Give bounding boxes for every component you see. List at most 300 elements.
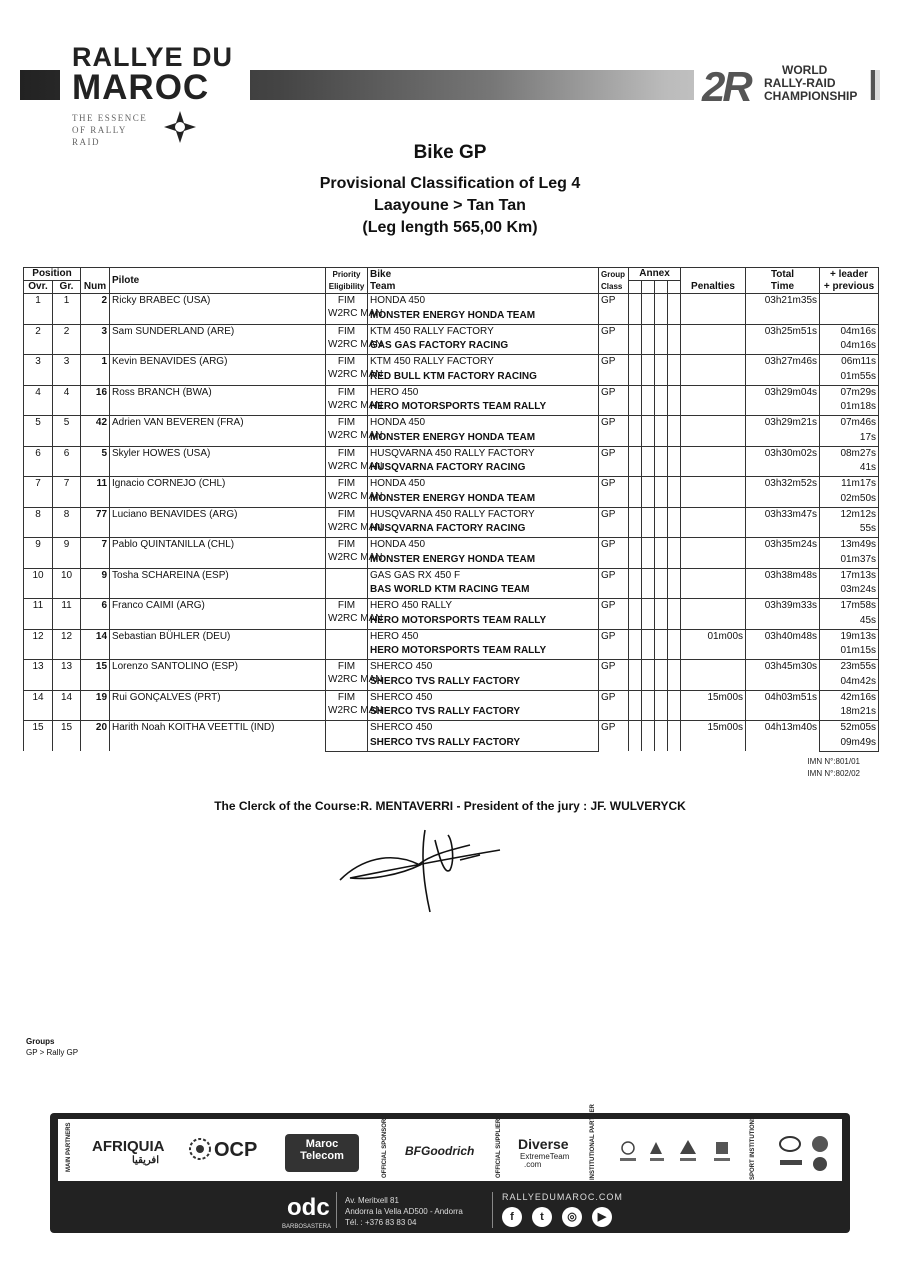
group-class: GP: [599, 660, 629, 691]
gap-to-leader: 07m46s: [820, 416, 879, 431]
pilot-name: Pablo QUINTANILLA (CHL): [110, 538, 326, 569]
gap-to-previous: 01m55s: [820, 369, 879, 385]
header-annex-3: [655, 281, 668, 294]
eligibility-w2rc: W2RC MAN: [326, 369, 368, 385]
header-penalties: Penalties: [681, 268, 746, 294]
eligibility-fim: FIM: [326, 416, 368, 431]
annex-cell-4: [668, 538, 681, 569]
annex-cell-1: [629, 416, 642, 447]
annex-cell-2: [642, 416, 655, 447]
annex-cell-3: [655, 355, 668, 386]
penalty-time: 01m00s: [681, 629, 746, 660]
overall-position: 6: [24, 446, 53, 477]
category-title: Bike GP: [413, 142, 487, 163]
race-number: 7: [81, 538, 110, 569]
penalty-time: [681, 660, 746, 691]
eligibility-w2rc: W2RC MAN: [326, 705, 368, 721]
gap-to-leader: [820, 294, 879, 309]
eligibility-fim: FIM: [326, 507, 368, 522]
overall-position: 9: [24, 538, 53, 569]
clerk-of-course: The Clerck of the Course:R. MENTAVERRI - President of the jury : JF. WULVERYCK: [214, 799, 686, 813]
gap-to-leader: 42m16s: [820, 690, 879, 705]
header-bike: Bike: [370, 268, 392, 280]
wrrc-line3: CHAMPIONSHIP: [764, 89, 858, 103]
group-class: GP: [599, 416, 629, 447]
website-link[interactable]: RALLYEDUMAROC.COM: [502, 1192, 623, 1202]
eligibility-w2rc: [326, 644, 368, 660]
group-position: 10: [53, 568, 81, 599]
group-class: GP: [599, 538, 629, 569]
total-time: 03h38m48s: [746, 568, 820, 599]
bike-model: KTM 450 RALLY FACTORY: [368, 324, 599, 339]
annex-cell-3: [655, 324, 668, 355]
group-class: GP: [599, 568, 629, 599]
total-time: 03h29m21s: [746, 416, 820, 447]
table-row: [24, 507, 879, 522]
overall-position: 14: [24, 690, 53, 721]
gap-to-previous: 17s: [820, 430, 879, 446]
gap-to-previous: 04m42s: [820, 674, 879, 690]
annex-cell-1: [629, 721, 642, 752]
bike-model: HONDA 450: [368, 477, 599, 492]
gap-to-leader: 17m13s: [820, 568, 879, 583]
group-position: 4: [53, 385, 81, 416]
total-time: 03h40m48s: [746, 629, 820, 660]
header-annex-2: [642, 281, 655, 294]
annex-cell-1: [629, 477, 642, 508]
eligibility-fim: FIM: [326, 324, 368, 339]
penalty-time: [681, 446, 746, 477]
annex-cell-4: [668, 355, 681, 386]
annex-cell-3: [655, 416, 668, 447]
maroc-telecom-logo: [285, 1134, 359, 1172]
team-name: SHERCO TVS RALLY FACTORY: [368, 705, 599, 721]
penalty-time: [681, 385, 746, 416]
race-number: 15: [81, 660, 110, 691]
group-position: 13: [53, 660, 81, 691]
bike-model: HERO 450 RALLY: [368, 599, 599, 614]
eligibility-fim: FIM: [326, 385, 368, 400]
annex-cell-1: [629, 690, 642, 721]
table-row: [24, 324, 879, 339]
youtube-icon[interactable]: ▶: [592, 1207, 612, 1227]
annex-cell-2: [642, 294, 655, 325]
gap-to-previous: 01m37s: [820, 552, 879, 568]
team-name: MONSTER ENERGY HONDA TEAM: [368, 552, 599, 568]
team-name: MONSTER ENERGY HONDA TEAM: [368, 308, 599, 324]
header-pilote: Pilote: [110, 268, 326, 294]
table-row: [24, 568, 879, 583]
annex-cell-4: [668, 294, 681, 325]
annex-cell-1: [629, 660, 642, 691]
header-total-time: [746, 268, 820, 294]
official-sponsor-label: OFFICIAL SPONSOR: [382, 1118, 388, 1178]
eligibility-fim: [326, 629, 368, 644]
pilot-name: Tosha SCHAREINA (ESP): [110, 568, 326, 599]
team-name: MONSTER ENERGY HONDA TEAM: [368, 491, 599, 507]
group-position: 15: [53, 721, 81, 752]
gap-to-leader: 04m16s: [820, 324, 879, 339]
annex-cell-4: [668, 324, 681, 355]
team-name: HERO MOTORSPORTS TEAM RALLY: [368, 400, 599, 416]
annex-cell-1: [629, 385, 642, 416]
annex-cell-4: [668, 446, 681, 477]
wrrc-logo-mark: 2R: [702, 63, 750, 110]
total-time: 03h45m30s: [746, 660, 820, 691]
penalty-time: [681, 599, 746, 630]
wrrc-line1: WORLD: [782, 63, 828, 77]
eligibility-fim: FIM: [326, 446, 368, 461]
group-class: GP: [599, 294, 629, 325]
gap-to-previous: 01m18s: [820, 400, 879, 416]
group-class: GP: [599, 324, 629, 355]
group-position: 6: [53, 446, 81, 477]
overall-position: 10: [24, 568, 53, 599]
bike-model: GAS GAS RX 450 F: [368, 568, 599, 583]
table-row: [24, 721, 879, 736]
group-class: GP: [599, 629, 629, 660]
annex-cell-1: [629, 629, 642, 660]
header-time: Time: [770, 280, 795, 292]
wrrc-bar: [871, 70, 875, 100]
leg-length: (Leg length 565,00 Km): [362, 219, 538, 236]
annex-cell-4: [668, 629, 681, 660]
diverse-logo-line2: ExtremeTeam: [520, 1152, 570, 1161]
annex-cell-2: [642, 355, 655, 386]
race-number: 9: [81, 568, 110, 599]
total-time: 03h33m47s: [746, 507, 820, 538]
odc-logo: odc: [287, 1194, 330, 1221]
total-time: 03h25m51s: [746, 324, 820, 355]
afriquia-logo-ar: افريقيا: [132, 1155, 159, 1166]
bike-model: HONDA 450: [368, 294, 599, 309]
logo-line2: MAROC: [72, 68, 210, 107]
eligibility-w2rc: W2RC MAN: [326, 339, 368, 355]
header-priority: Priority: [332, 269, 361, 279]
annex-cell-3: [655, 507, 668, 538]
header-num: Num: [81, 268, 110, 294]
annex-cell-3: [655, 477, 668, 508]
annex-cell-4: [668, 568, 681, 599]
classification-title: Provisional Classification of Leg 4: [319, 175, 581, 192]
facebook-icon[interactable]: f: [502, 1207, 522, 1227]
maroc-telecom-line2: Telecom: [300, 1150, 344, 1162]
eligibility-fim: [326, 721, 368, 736]
diverse-logo-line3: .com: [524, 1160, 542, 1169]
groups-heading: Groups: [26, 1037, 55, 1046]
eligibility-w2rc: [326, 735, 368, 751]
header-group-class: [599, 268, 629, 294]
annex-cell-2: [642, 324, 655, 355]
total-time: 03h32m52s: [746, 477, 820, 508]
race-number: 5: [81, 446, 110, 477]
annex-cell-4: [668, 477, 681, 508]
total-time: 03h39m33s: [746, 599, 820, 630]
annex-cell-3: [655, 385, 668, 416]
gap-to-leader: 11m17s: [820, 477, 879, 492]
team-name: GAS GAS FACTORY RACING: [368, 339, 599, 355]
total-time: 04h03m51s: [746, 690, 820, 721]
eligibility-w2rc: W2RC MAN: [326, 522, 368, 538]
team-name: SHERCO TVS RALLY FACTORY: [368, 674, 599, 690]
annex-cell-1: [629, 538, 642, 569]
race-number: 1: [81, 355, 110, 386]
classification-rows: [24, 294, 879, 752]
annex-cell-1: [629, 355, 642, 386]
penalty-time: [681, 416, 746, 447]
instagram-icon[interactable]: ◎: [562, 1207, 582, 1227]
annex-cell-2: [642, 477, 655, 508]
group-class: GP: [599, 446, 629, 477]
footer-divider-1: [336, 1192, 337, 1228]
header-total: Total: [770, 268, 795, 280]
total-time: 03h27m46s: [746, 355, 820, 386]
annex-cell-1: [629, 568, 642, 599]
logo-tagline: THE ESSENCE OF RALLY RAID: [72, 113, 148, 147]
gap-to-previous: 55s: [820, 522, 879, 538]
annex-cell-4: [668, 690, 681, 721]
table-row: [24, 538, 879, 553]
annex-cell-2: [642, 629, 655, 660]
overall-position: 15: [24, 721, 53, 752]
eligibility-fim: FIM: [326, 477, 368, 492]
gap-to-previous: 03m24s: [820, 583, 879, 599]
groups-value: GP > Rally GP: [26, 1048, 79, 1057]
pilot-name: Ignacio CORNEJO (CHL): [110, 477, 326, 508]
group-position: 1: [53, 294, 81, 325]
sport-institutions-label: SPORT INSTITUTIONS: [750, 1115, 756, 1180]
address-line1: Av. Meritxell 81: [345, 1196, 399, 1205]
header-team: Team: [370, 280, 396, 292]
annex-cell-1: [629, 324, 642, 355]
eligibility-w2rc: W2RC MAN: [326, 613, 368, 629]
wrrc-logo-text: [764, 64, 857, 103]
annex-cell-3: [655, 538, 668, 569]
team-name: HERO MOTORSPORTS TEAM RALLY: [368, 644, 599, 660]
annex-cell-4: [668, 660, 681, 691]
gap-to-leader: 23m55s: [820, 660, 879, 675]
route-title: Laayoune > Tan Tan: [374, 197, 526, 214]
team-name: MONSTER ENERGY HONDA TEAM: [368, 430, 599, 446]
total-time: 03h35m24s: [746, 538, 820, 569]
group-position: 9: [53, 538, 81, 569]
annex-cell-2: [642, 568, 655, 599]
annex-cell-4: [668, 507, 681, 538]
header-ovr: Ovr.: [24, 281, 53, 294]
race-number: 2: [81, 294, 110, 325]
overall-position: 8: [24, 507, 53, 538]
total-time: 03h21m35s: [746, 294, 820, 325]
annex-cell-1: [629, 294, 642, 325]
eligibility-fim: FIM: [326, 599, 368, 614]
team-name: RED BULL KTM FACTORY RACING: [368, 369, 599, 385]
group-position: 8: [53, 507, 81, 538]
bike-model: SHERCO 450: [368, 660, 599, 675]
eligibility-w2rc: W2RC MAN: [326, 674, 368, 690]
eligibility-fim: FIM: [326, 660, 368, 675]
penalty-time: [681, 507, 746, 538]
annex-cell-2: [642, 446, 655, 477]
annex-cell-1: [629, 507, 642, 538]
twitter-icon[interactable]: t: [532, 1207, 552, 1227]
bike-model: HUSQVARNA 450 RALLY FACTORY: [368, 446, 599, 461]
header-previous: + previous: [823, 280, 875, 292]
total-time: 03h30m02s: [746, 446, 820, 477]
annex-cell-2: [642, 385, 655, 416]
annex-cell-2: [642, 690, 655, 721]
afriquia-logo: AFRIQUIA: [92, 1138, 165, 1155]
penalty-time: [681, 477, 746, 508]
gap-to-leader: 52m05s: [820, 721, 879, 736]
race-number: 11: [81, 477, 110, 508]
bfgoodrich-logo: BFGoodrich: [405, 1144, 475, 1158]
overall-position: 5: [24, 416, 53, 447]
bike-model: HONDA 450: [368, 416, 599, 431]
annex-cell-3: [655, 721, 668, 752]
group-position: 3: [53, 355, 81, 386]
eligibility-fim: [326, 568, 368, 583]
header-class: Class: [601, 281, 623, 291]
eligibility-fim: FIM: [326, 355, 368, 370]
table-row: [24, 355, 879, 370]
penalty-time: [681, 324, 746, 355]
pilot-name: Ross BRANCH (BWA): [110, 385, 326, 416]
eligibility-w2rc: W2RC MAN: [326, 400, 368, 416]
table-row: [24, 690, 879, 705]
header-gaps: [820, 268, 879, 294]
gap-to-leader: 07m29s: [820, 385, 879, 400]
group-position: 11: [53, 599, 81, 630]
pilot-name: Lorenzo SANTOLINO (ESP): [110, 660, 326, 691]
footer-divider-2: [492, 1192, 493, 1228]
imn-note-1: IMN N°:801/01: [807, 757, 860, 766]
gap-to-previous: 01m15s: [820, 644, 879, 660]
pilot-name: Franco CAIMI (ARG): [110, 599, 326, 630]
annex-cell-3: [655, 294, 668, 325]
maroc-telecom-line1: Maroc: [305, 1138, 339, 1150]
total-time: 03h29m04s: [746, 385, 820, 416]
overall-position: 12: [24, 629, 53, 660]
annex-cell-2: [642, 507, 655, 538]
group-class: GP: [599, 599, 629, 630]
annex-cell-2: [642, 660, 655, 691]
gap-to-leader: 06m11s: [820, 355, 879, 370]
pilot-name: Sam SUNDERLAND (ARE): [110, 324, 326, 355]
annex-cell-3: [655, 446, 668, 477]
eligibility-w2rc: W2RC MAN: [326, 491, 368, 507]
gap-to-leader: 17m58s: [820, 599, 879, 614]
table-row: [24, 385, 879, 400]
header-eligibility: Eligibility: [328, 281, 365, 291]
pilot-name: Skyler HOWES (USA): [110, 446, 326, 477]
total-time: 04h13m40s: [746, 721, 820, 752]
overall-position: 3: [24, 355, 53, 386]
group-position: 7: [53, 477, 81, 508]
pilot-name: Luciano BENAVIDES (ARG): [110, 507, 326, 538]
header-position: Position: [24, 268, 81, 281]
penalty-time: [681, 355, 746, 386]
header-group: Group: [601, 269, 626, 279]
annex-cell-3: [655, 629, 668, 660]
annex-cell-2: [642, 721, 655, 752]
race-number: 42: [81, 416, 110, 447]
bike-model: HONDA 450: [368, 538, 599, 553]
classification-table: [23, 267, 879, 752]
header-annex-4: [668, 281, 681, 294]
annex-cell-4: [668, 599, 681, 630]
table-row: [24, 599, 879, 614]
race-number: 14: [81, 629, 110, 660]
gap-to-leader: 12m12s: [820, 507, 879, 522]
header-leader: + leader: [829, 268, 869, 280]
penalty-time: [681, 294, 746, 325]
bike-model: SHERCO 450: [368, 690, 599, 705]
group-class: GP: [599, 690, 629, 721]
address-line2: Andorra la Vella AD500 - Andorra: [345, 1207, 463, 1216]
table-row: [24, 660, 879, 675]
header-annex-1: [629, 281, 642, 294]
signature-mark: [330, 820, 530, 920]
bike-model: SHERCO 450: [368, 721, 599, 736]
table-row: [24, 446, 879, 461]
overall-position: 7: [24, 477, 53, 508]
annex-cell-4: [668, 416, 681, 447]
annex-cell-4: [668, 721, 681, 752]
bike-model: HERO 450: [368, 629, 599, 644]
group-class: GP: [599, 385, 629, 416]
penalty-time: 15m00s: [681, 690, 746, 721]
penalty-time: [681, 538, 746, 569]
group-position: 12: [53, 629, 81, 660]
gap-to-previous: 18m21s: [820, 705, 879, 721]
gap-to-previous: 09m49s: [820, 735, 879, 751]
overall-position: 1: [24, 294, 53, 325]
race-number: 3: [81, 324, 110, 355]
bike-model: HUSQVARNA 450 RALLY FACTORY: [368, 507, 599, 522]
pilot-name: Harith Noah KOITHA VEETTIL (IND): [110, 721, 326, 752]
ocp-logo: OCP: [214, 1139, 258, 1161]
group-class: GP: [599, 721, 629, 752]
imn-note-2: IMN N°:802/02: [807, 769, 860, 778]
pilot-name: Sebastian BÜHLER (DEU): [110, 629, 326, 660]
group-position: 5: [53, 416, 81, 447]
annex-cell-1: [629, 446, 642, 477]
race-number: 19: [81, 690, 110, 721]
team-name: BAS WORLD KTM RACING TEAM: [368, 583, 599, 599]
annex-cell-1: [629, 599, 642, 630]
institutional-partner-label: INSTITUTIONAL PARTNER: [590, 1104, 596, 1180]
annex-cell-3: [655, 568, 668, 599]
sport-institution-emblems-icon: [776, 1134, 836, 1174]
table-row: [24, 477, 879, 492]
logo-line1: RALLYE DU: [72, 42, 234, 72]
eligibility-w2rc: W2RC MAN: [326, 308, 368, 324]
official-supplier-label: OFFICIAL SUPPLIER: [496, 1118, 502, 1178]
institutional-emblems-icon: [616, 1136, 746, 1170]
eligibility-fim: FIM: [326, 538, 368, 553]
team-name: HUSQVARNA FACTORY RACING: [368, 522, 599, 538]
penalty-time: 15m00s: [681, 721, 746, 752]
group-class: GP: [599, 477, 629, 508]
team-name: SHERCO TVS RALLY FACTORY: [368, 735, 599, 751]
header-bike-team: [368, 268, 599, 294]
eligibility-w2rc: [326, 583, 368, 599]
annex-cell-2: [642, 538, 655, 569]
gap-to-previous: 02m50s: [820, 491, 879, 507]
race-number: 6: [81, 599, 110, 630]
team-name: HUSQVARNA FACTORY RACING: [368, 461, 599, 477]
table-row: [24, 416, 879, 431]
